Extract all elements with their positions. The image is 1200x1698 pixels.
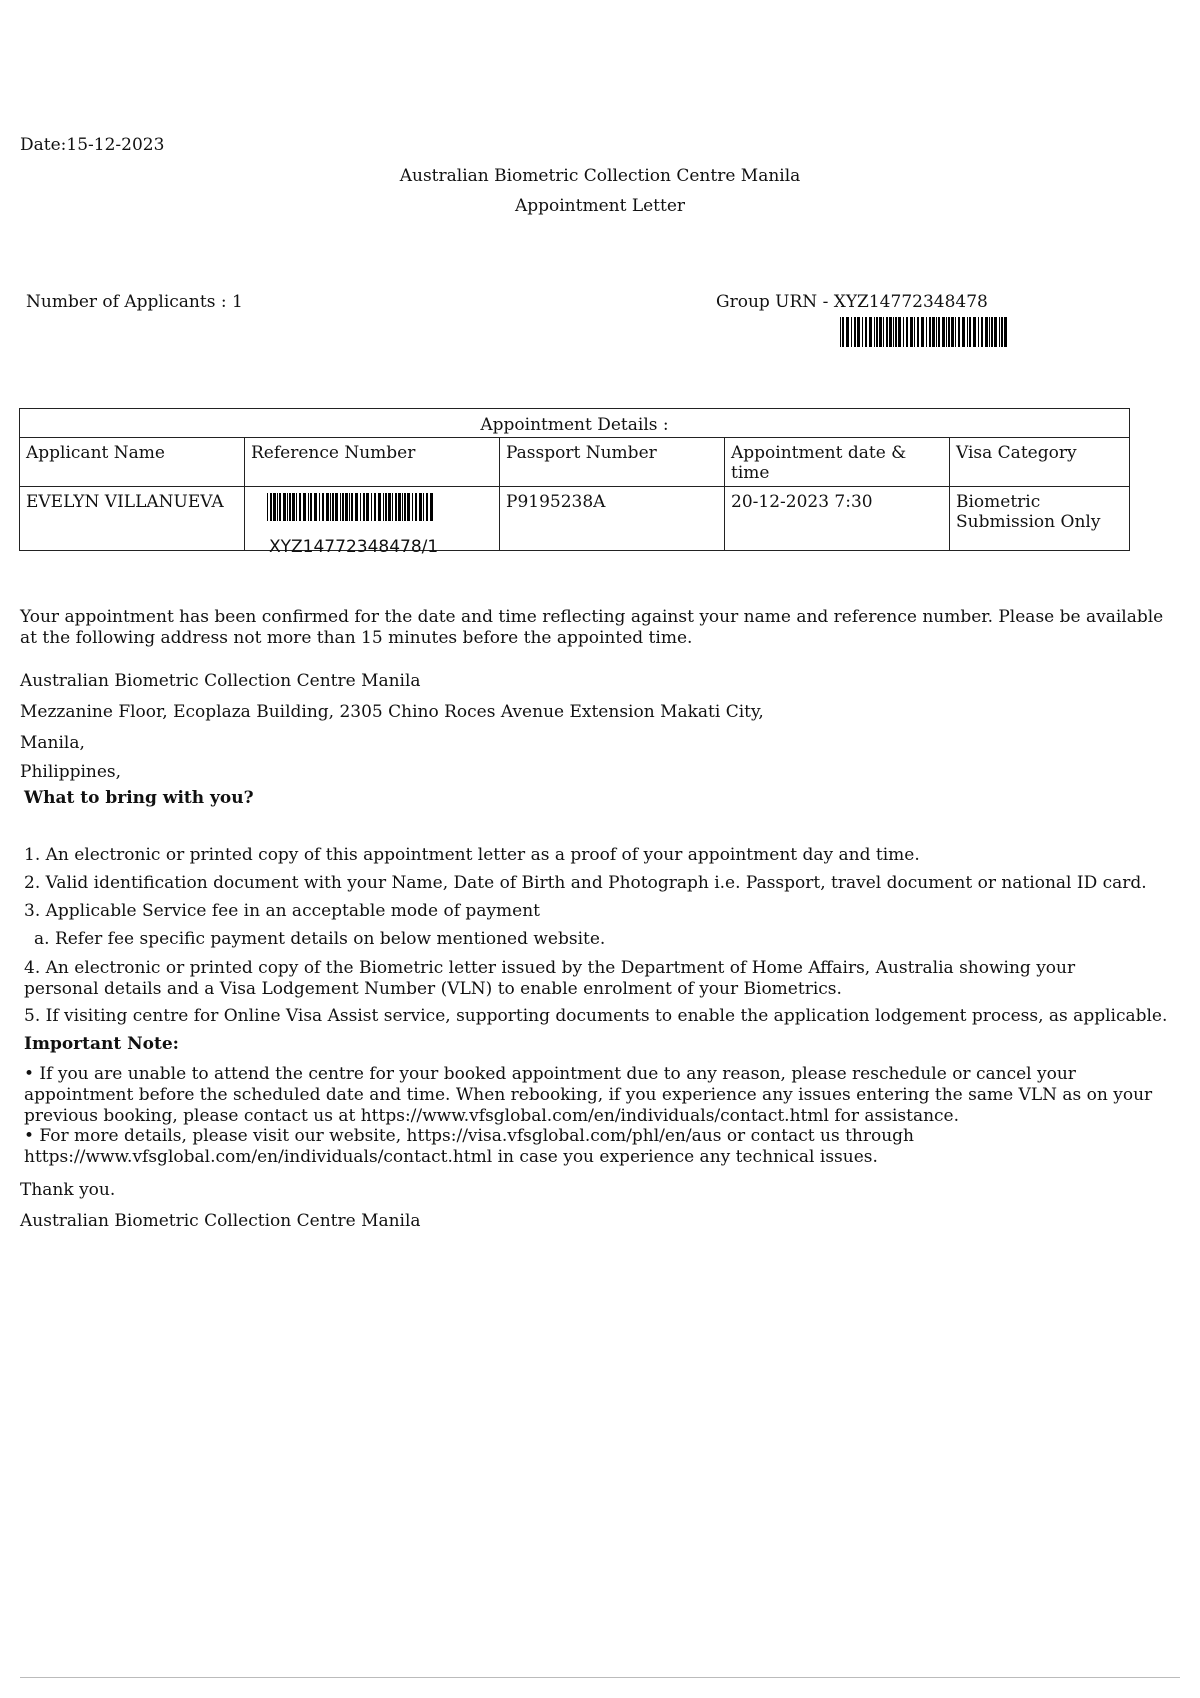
table-caption: Appointment Details : bbox=[20, 409, 1130, 438]
centre-heading: Australian Biometric Collection Centre Manila bbox=[399, 166, 801, 186]
bring-item-5: 5. If visiting centre for Online Visa Assist service, supporting documents to enable the application lodgement process, as applicable. bbox=[24, 1006, 1168, 1026]
reference-barcode bbox=[267, 493, 437, 521]
header-appointment-datetime: Appointment date & time bbox=[725, 438, 950, 487]
cell-visa-category: Biometric Submission Only bbox=[950, 487, 1130, 551]
cell-reference-number bbox=[245, 487, 500, 557]
note-2: • For more details, please visit our website, https://visa.vfsglobal.com/phl/en/aus or contact us through https://www.vfsglobal.com/en/individuals/contact.html in case you experience any technical issues. bbox=[24, 1126, 915, 1167]
group-urn: Group URN - XYZ14772348478 bbox=[716, 292, 988, 312]
bring-item-3a: a. Refer fee specific payment details on below mentioned website. bbox=[34, 929, 606, 949]
letter-title: Appointment Letter bbox=[514, 196, 686, 216]
bring-item-1: 1. An electronic or printed copy of this appointment letter as a proof of your appointment day and time. bbox=[24, 845, 920, 865]
reference-number-text: XYZ14772348478/1 bbox=[269, 537, 439, 557]
group-urn-barcode bbox=[840, 317, 1010, 347]
address-line-3: Manila, bbox=[20, 733, 85, 753]
note-1: • If you are unable to attend the centre for your booked appointment due to any reason, please reschedule or cancel your appointment before the scheduled date and time. When rebooking, if you experience any issues entering the same VLN as on your previous booking, please contact us at https://www.vfsglobal.com/en/individuals/contact.html for assistance. bbox=[24, 1064, 1153, 1126]
address-line-2: Mezzanine Floor, Ecoplaza Building, 2305 Chino Roces Avenue Extension Makati City, bbox=[20, 702, 764, 722]
header-passport-number: Passport Number bbox=[500, 438, 725, 487]
cell-passport-number: P9195238A bbox=[500, 487, 725, 551]
number-of-applicants: Number of Applicants : 1 bbox=[26, 292, 243, 312]
cell-appointment-datetime: 20-12-2023 7:30 bbox=[725, 487, 950, 551]
letter-date: Date:15-12-2023 bbox=[20, 135, 165, 155]
table-header-row bbox=[20, 438, 1130, 487]
bring-item-2: 2. Valid identification document with your Name, Date of Birth and Photograph i.e. Passport, travel document or national ID card. bbox=[24, 873, 1147, 893]
signature: Australian Biometric Collection Centre Manila bbox=[20, 1211, 421, 1231]
bring-item-3: 3. Applicable Service fee in an acceptable mode of payment bbox=[24, 901, 541, 921]
important-note-heading: Important Note: bbox=[24, 1034, 179, 1054]
header-applicant-name: Applicant Name bbox=[20, 438, 245, 487]
table-row bbox=[20, 487, 1130, 551]
footer-divider bbox=[20, 1677, 1180, 1678]
confirmation-paragraph: Your appointment has been confirmed for the date and time reflecting against your name and reference number. Please be available at the following address not more than 15 minutes before the appointed time. bbox=[20, 607, 1164, 648]
cell-applicant-name: EVELYN VILLANUEVA bbox=[20, 487, 245, 551]
address-line-4: Philippines, bbox=[20, 762, 122, 782]
address-line-1: Australian Biometric Collection Centre Manila bbox=[20, 671, 421, 691]
thank-you: Thank you. bbox=[20, 1180, 116, 1200]
appointment-details-table bbox=[19, 408, 1130, 557]
bring-item-4: 4. An electronic or printed copy of the Biometric letter issued by the Department of Home Affairs, Australia showing your personal details and a Visa Lodgement Number (VLN) to enable enrolment of your Biometrics. bbox=[24, 958, 1076, 999]
header-visa-category: Visa Category bbox=[950, 438, 1130, 487]
bring-heading: What to bring with you? bbox=[24, 788, 254, 808]
header-reference-number: Reference Number bbox=[245, 438, 500, 487]
